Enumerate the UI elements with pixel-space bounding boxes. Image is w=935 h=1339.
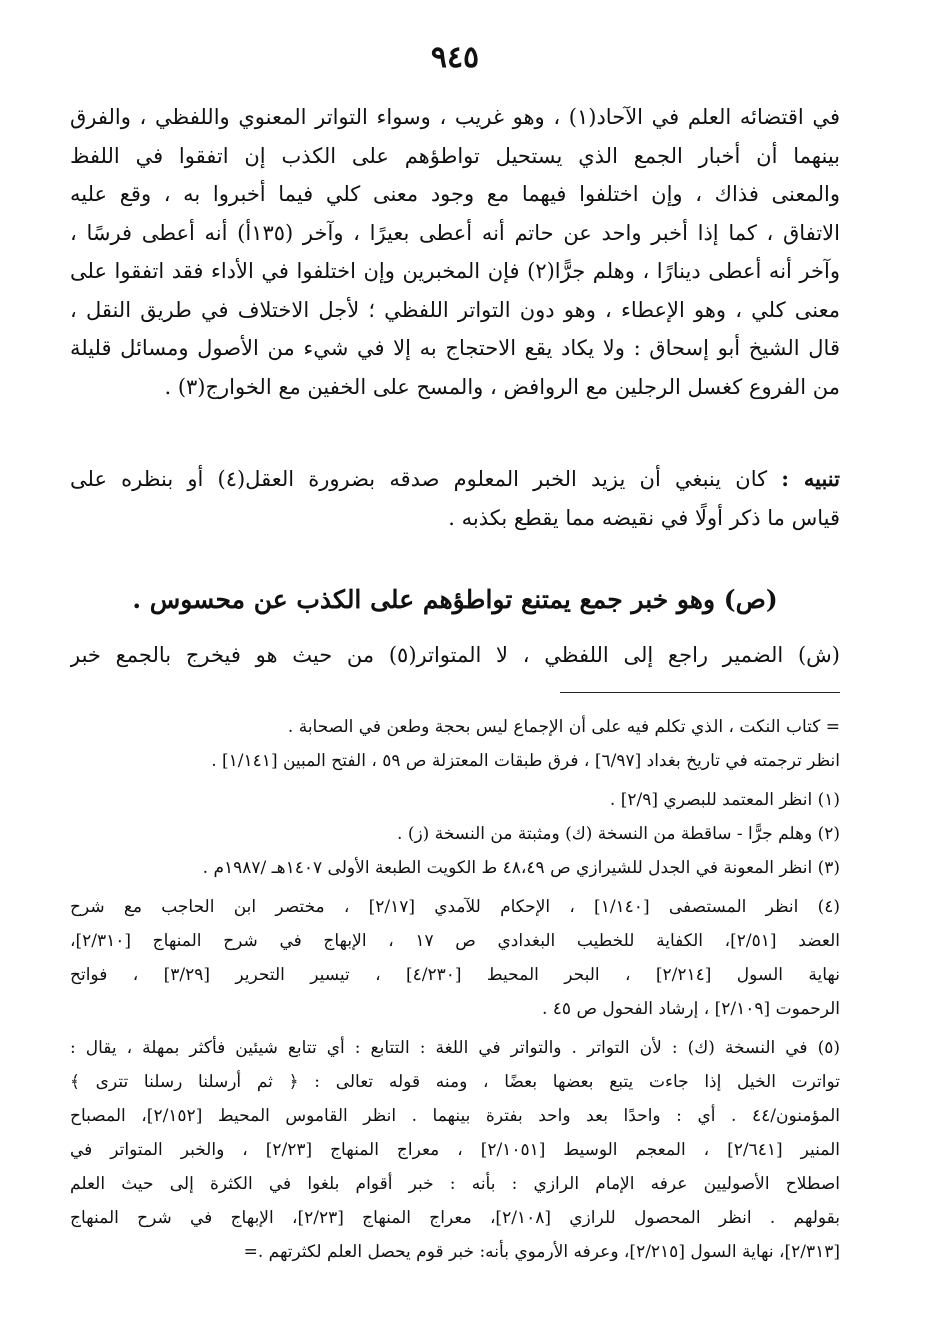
footnote-line: (٢) وهلم جرًّا - ساقطة من النسخة (ك) ومثبتة من النسخة (ز) . <box>397 824 840 844</box>
page-number: ٩٤٥ <box>430 40 480 75</box>
tanbih-paragraph <box>70 460 840 537</box>
text-line: معنى كلي ، وهو الإعطاء ، وهو دون التواتر اللفظي ؛ لأجل الاختلاف في طريق النقل ، <box>70 297 840 322</box>
footnote-line: المؤمنون/٤٤ . أي : واحدًا بعد واحد بفترة بينهما . انظر القاموس المحيط [٢/١٥٢]، المصباح <box>70 1106 840 1126</box>
sharh-line: (ش) الضمير راجع إلى اللفظي ، لا المتواتر(٥) من حيث هو فيخرج بالجمع خبر <box>70 643 840 667</box>
footnote-line: تواترت الخيل إذا جاءت يتبع بعضها بعضًا ، ومنه قوله تعالى : ﴿ ثم أرسلنا رسلنا تترى ﴾ <box>70 1072 840 1092</box>
footnote-line: نهاية السول [٢/٢١٤] ، البحر المحيط [٤/٢٣٠] ، تيسير التحرير [٣/٢٩] ، فواتح <box>70 965 840 985</box>
text-line: قال الشيخ أبو إسحاق : ولا يكاد يقع الاحتجاج به إلا في شيء من الأصول ومسائل قليلة <box>70 336 840 360</box>
text-line: بينهما أن أخبار الجمع الذي يستحيل تواطؤهم على الكذب إن اتفقوا في اللفظ <box>70 143 840 168</box>
text-line: وآخر أنه أعطى دينارًا ، وهلم جرًّا(٢) فإن المخبرين وإن اختلفوا في الأداء فقد اتفقوا على <box>70 259 840 283</box>
tanbih-line: قياس ما ذكر أولًا في نقيضه مما يقطع بكذبه . <box>448 505 840 530</box>
footnote-line: [٢/٣١٣]، نهاية السول [٢/٢١٥]، وعرفه الأرموي بأنه: خبر قوم يحصل العلم لكثرتهم .= <box>243 1242 840 1262</box>
footnote-line: العضد [٢/٥١]، الكفاية للخطيب البغدادي ص ١٧ ، الإبهاج في شرح المنهاج [٢/٣١٠]، <box>70 931 840 951</box>
text-line: في اقتضائه العلم في الآحاد(١) ، وهو غريب ، وسواء التواتر المعنوي واللفظي ، والفرق <box>70 105 840 129</box>
footnote-line: بقولهم . انظر المحصول للرازي [٢/١٠٨]، معراج المنهاج [٢/٢٣]، الإبهاج في شرح المنهاج <box>70 1208 840 1228</box>
tanbih-text: كان ينبغي أن يزيد الخبر المعلوم صدقه بضرورة العقل(٤) أو بنظره على <box>70 467 768 491</box>
footnote-line: (٣) انظر المعونة في الجدل للشيرازي ص ٤٨،٤٩ ط الكويت الطبعة الأولى ١٤٠٧هـ /١٩٨٧م . <box>202 858 840 878</box>
sharh-paragraph <box>70 636 840 675</box>
book-page <box>70 40 840 1320</box>
footnote-line: (١) انظر المعتمد للبصري [٢/٩] . <box>609 790 840 810</box>
tanbih-line <box>70 460 840 499</box>
footnote-line: اصطلاح الأصوليين عرفه الإمام الرازي : بأنه : خبر أقوام بلغوا في الكثرة إلى حيث العلم <box>70 1174 840 1194</box>
text-line: من الفروع كغسل الرجلين مع الروافض ، والمسح على الخفين مع الخوارج(٣) . <box>164 374 840 399</box>
footnote-line: الرحموت [٢/١٠٩] ، إرشاد الفحول ص ٤٥ . <box>541 999 840 1019</box>
footnote-line: انظر ترجمته في تاريخ بغداد [٦/٩٧] ، فرق طبقات المعتزلة ص ٥٩ ، الفتح المبين [١/١٤١] . <box>211 751 840 771</box>
footnote-line: (٥) في النسخة (ك) : لأن التواتر . والتواتر في اللغة : التتابع : أي تتابع شيئين فأكثر بمهلة ، يقال : <box>70 1038 840 1058</box>
footnote-line: = كتاب النكت ، الذي تكلم فيه على أن الإجماع ليس بحجة وطعن في الصحابة . <box>287 717 840 737</box>
tanbih-label: تنبيه : <box>781 466 840 491</box>
footnotes <box>70 710 840 1269</box>
footnote-line: المنير [٢/٦٤١] ، المعجم الوسيط [٢/١٠٥١] ، معراج المنهاج [٢/٢٣] ، والخبر المتواتر في <box>70 1140 840 1160</box>
footnote-line: (٤) انظر المستصفى [١/١٤٠] ، الإحكام للآمدي [٢/١٧] ، مختصر ابن الحاجب مع شرح <box>70 897 840 917</box>
main-text <box>70 98 840 406</box>
footnote-divider <box>560 692 840 693</box>
text-line: الاتفاق ، كما إذا أخبر واحد عن حاتم أنه أعطى بعيرًا ، وآخر (١٣٥أ) أنه أعطى فرسًا ، <box>70 220 840 245</box>
matn-heading: (ص) وهو خبر جمع يمتنع تواطؤهم على الكذب عن محسوس . <box>132 585 778 614</box>
text-line: والمعنى فذاك ، وإن اختلفوا فيهما مع وجود معنى كلي فيما أخبروا به ، وقع عليه <box>70 182 840 206</box>
